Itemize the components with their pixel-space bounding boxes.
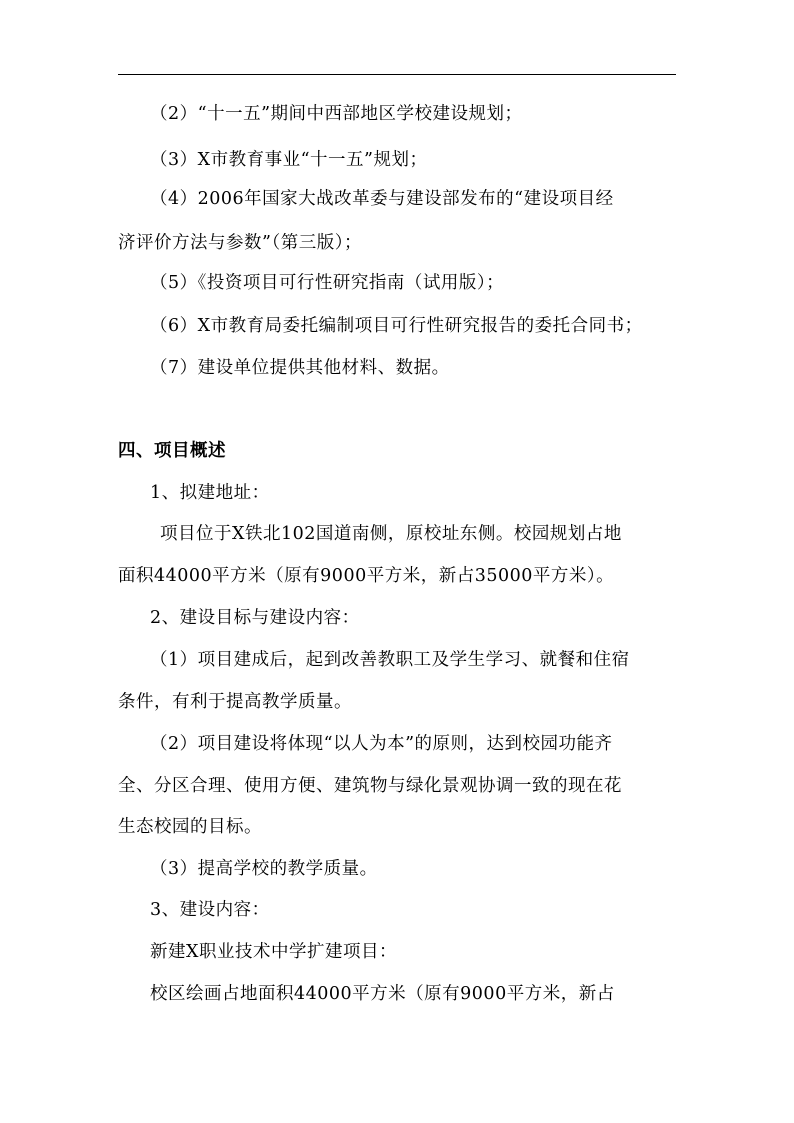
paragraph-line: 全、分区合理、使用方便、建筑物与绿化景观协调一致的现在花 [118,776,622,796]
reference-item: （5）《投资项目可行性研究指南（试用版）； [150,273,505,293]
reference-item: （6）X市教育局委托编制项目可行性研究报告的委托合同书； [150,316,643,336]
paragraph-line: 生态校园的目标。 [118,817,262,837]
subsection-title-content: 3、建设内容： [150,900,270,920]
reference-item: （4）2006年国家大战改革委与建设部发布的“建设项目经 [150,189,614,209]
paragraph-line: 条件，有利于提高教学质量。 [118,692,352,712]
reference-item-continued: 济评价方法与参数”（第三版）； [118,233,362,253]
paragraph-line: 面积44000平方米（原有9000平方米，新占35000平方米）。 [118,566,615,586]
paragraph-line: （1）项目建成后，起到改善教职工及学生学习、就餐和住宿 [150,650,630,670]
reference-item: （3）X市教育事业“十一五”规划； [150,150,428,170]
paragraph-line: （3）提高学校的教学质量。 [150,859,378,879]
paragraph-line: （2）项目建设将体现“以人为本”的原则，达到校园功能齐 [150,734,613,754]
paragraph-line: 项目位于X铁北102国道南侧，原校址东侧。校园规划占地 [160,524,622,544]
subsection-title-location: 1、拟建地址： [150,483,270,503]
paragraph-line: 新建X职业技术中学扩建项目： [150,942,397,962]
reference-item: （7）建设单位提供其他材料、数据。 [150,358,450,378]
subsection-title-goals: 2、建设目标与建设内容： [150,608,360,628]
reference-item: （2）“十一五”期间中西部地区学校建设规划； [150,104,523,124]
paragraph-line: 校区绘画占地面积44000平方米（原有9000平方米，新占 [150,984,615,1004]
header-rule [118,74,676,75]
section-title: 四、项目概述 [118,441,226,461]
